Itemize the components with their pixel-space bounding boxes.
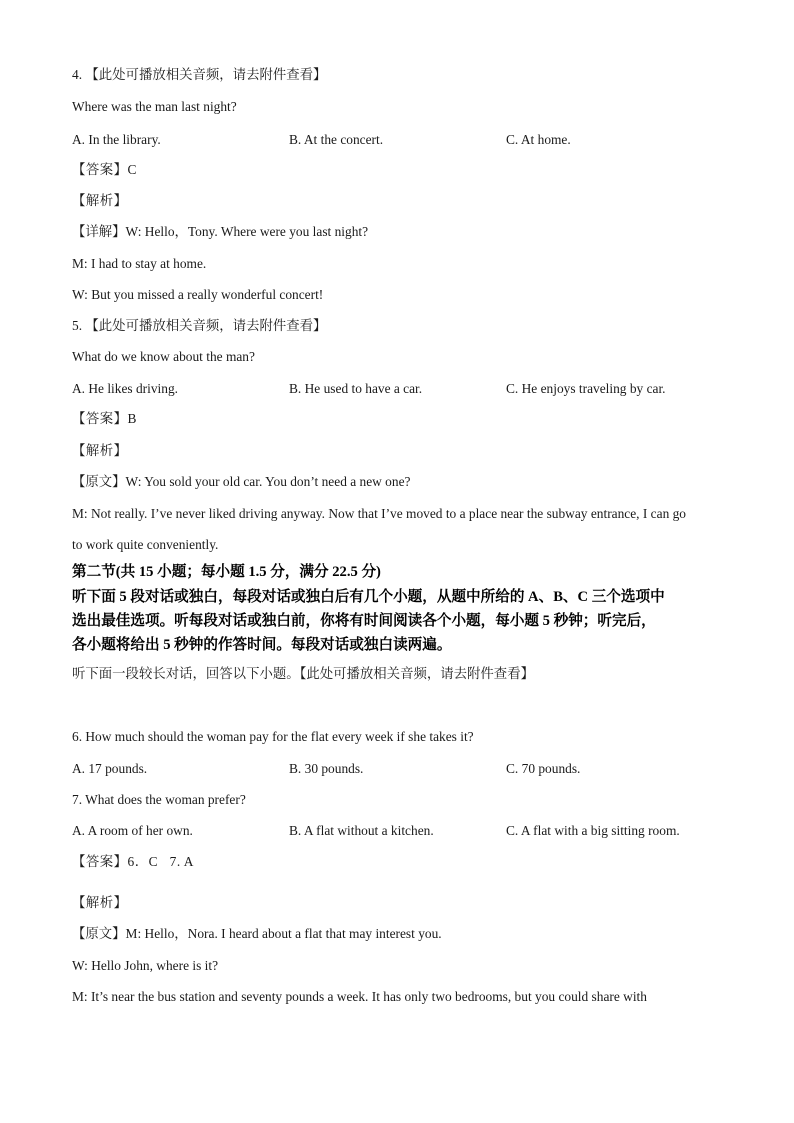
q4-analysis-label: 【解析】	[72, 193, 128, 208]
q7-option-a: A. A room of her own.	[72, 823, 193, 838]
section2-title: 第二节(共 15 小题；每小题 1.5 分，满分 22.5 分)	[72, 564, 381, 580]
q5-option-c: C. He enjoys traveling by car.	[506, 381, 666, 396]
q5-question: What do we know about the man?	[72, 349, 255, 364]
q7-option-b: B. A flat without a kitchen.	[289, 823, 434, 838]
q67-analysis-label: 【解析】	[72, 895, 128, 910]
q67-transcript-line: M: It’s near the bus station and seventy pounds a week. It has only two bedrooms, but you could share with	[72, 989, 647, 1004]
q4-transcript-line: W: But you missed a really wonderful concert!	[72, 287, 324, 302]
q5-original: 【原文】W: You sold your old car. You don’t need a new one?	[72, 474, 411, 489]
q67-transcript-line: W: Hello John, where is it?	[72, 958, 219, 973]
q6-option-b: B. 30 pounds.	[289, 761, 364, 776]
section2-lead: 听下面一段较长对话，回答以下小题。【此处可播放相关音频，请去附件查看】	[72, 666, 534, 681]
q67-original: 【原文】M: Hello，Nora. I heard about a flat that may interest you.	[72, 926, 442, 941]
q4-header: 4. 【此处可播放相关音频，请去附件查看】	[72, 67, 327, 82]
q67-answer: 【答案】6．C 7. A	[72, 854, 194, 869]
q6-option-c: C. 70 pounds.	[506, 761, 581, 776]
q4-option-c: C. At home.	[506, 132, 571, 147]
q7-question: 7. What does the woman prefer?	[72, 792, 246, 807]
section2-instruction: 听下面 5 段对话或独白，每段对话或独白后有几个小题，从题中所给的 A、B、C 三个选项中	[72, 589, 665, 605]
q4-transcript-line: M: I had to stay at home.	[72, 256, 207, 271]
q4-option-b: B. At the concert.	[289, 132, 384, 147]
q5-option-a: A. He likes driving.	[72, 381, 178, 396]
q5-analysis-label: 【解析】	[72, 443, 128, 458]
q5-transcript-line: M: Not really. I’ve never liked driving anyway. Now that I’ve moved to a place near the subway entrance, I can go	[72, 506, 686, 521]
q6-question: 6. How much should the woman pay for the flat every week if she takes it?	[72, 729, 474, 744]
section2-instruction: 各小题将给出 5 秒钟的作答时间。每段对话或独白读两遍。	[72, 637, 452, 653]
q4-detail: 【详解】W: Hello，Tony. Where were you last night?	[72, 224, 369, 239]
q4-option-a: A. In the library.	[72, 132, 161, 147]
q5-header: 5. 【此处可播放相关音频，请去附件查看】	[72, 318, 327, 333]
q4-question: Where was the man last night?	[72, 99, 237, 114]
q5-transcript-line: to work quite conveniently.	[72, 537, 219, 552]
q5-answer: 【答案】B	[72, 411, 137, 426]
q5-option-b: B. He used to have a car.	[289, 381, 423, 396]
q4-answer: 【答案】C	[72, 162, 137, 177]
q7-option-c: C. A flat with a big sitting room.	[506, 823, 680, 838]
section2-instruction: 选出最佳选项。听每段对话或独白前，你将有时间阅读各个小题，每小题 5 秒钟；听完后，	[72, 613, 656, 629]
q6-option-a: A. 17 pounds.	[72, 761, 148, 776]
